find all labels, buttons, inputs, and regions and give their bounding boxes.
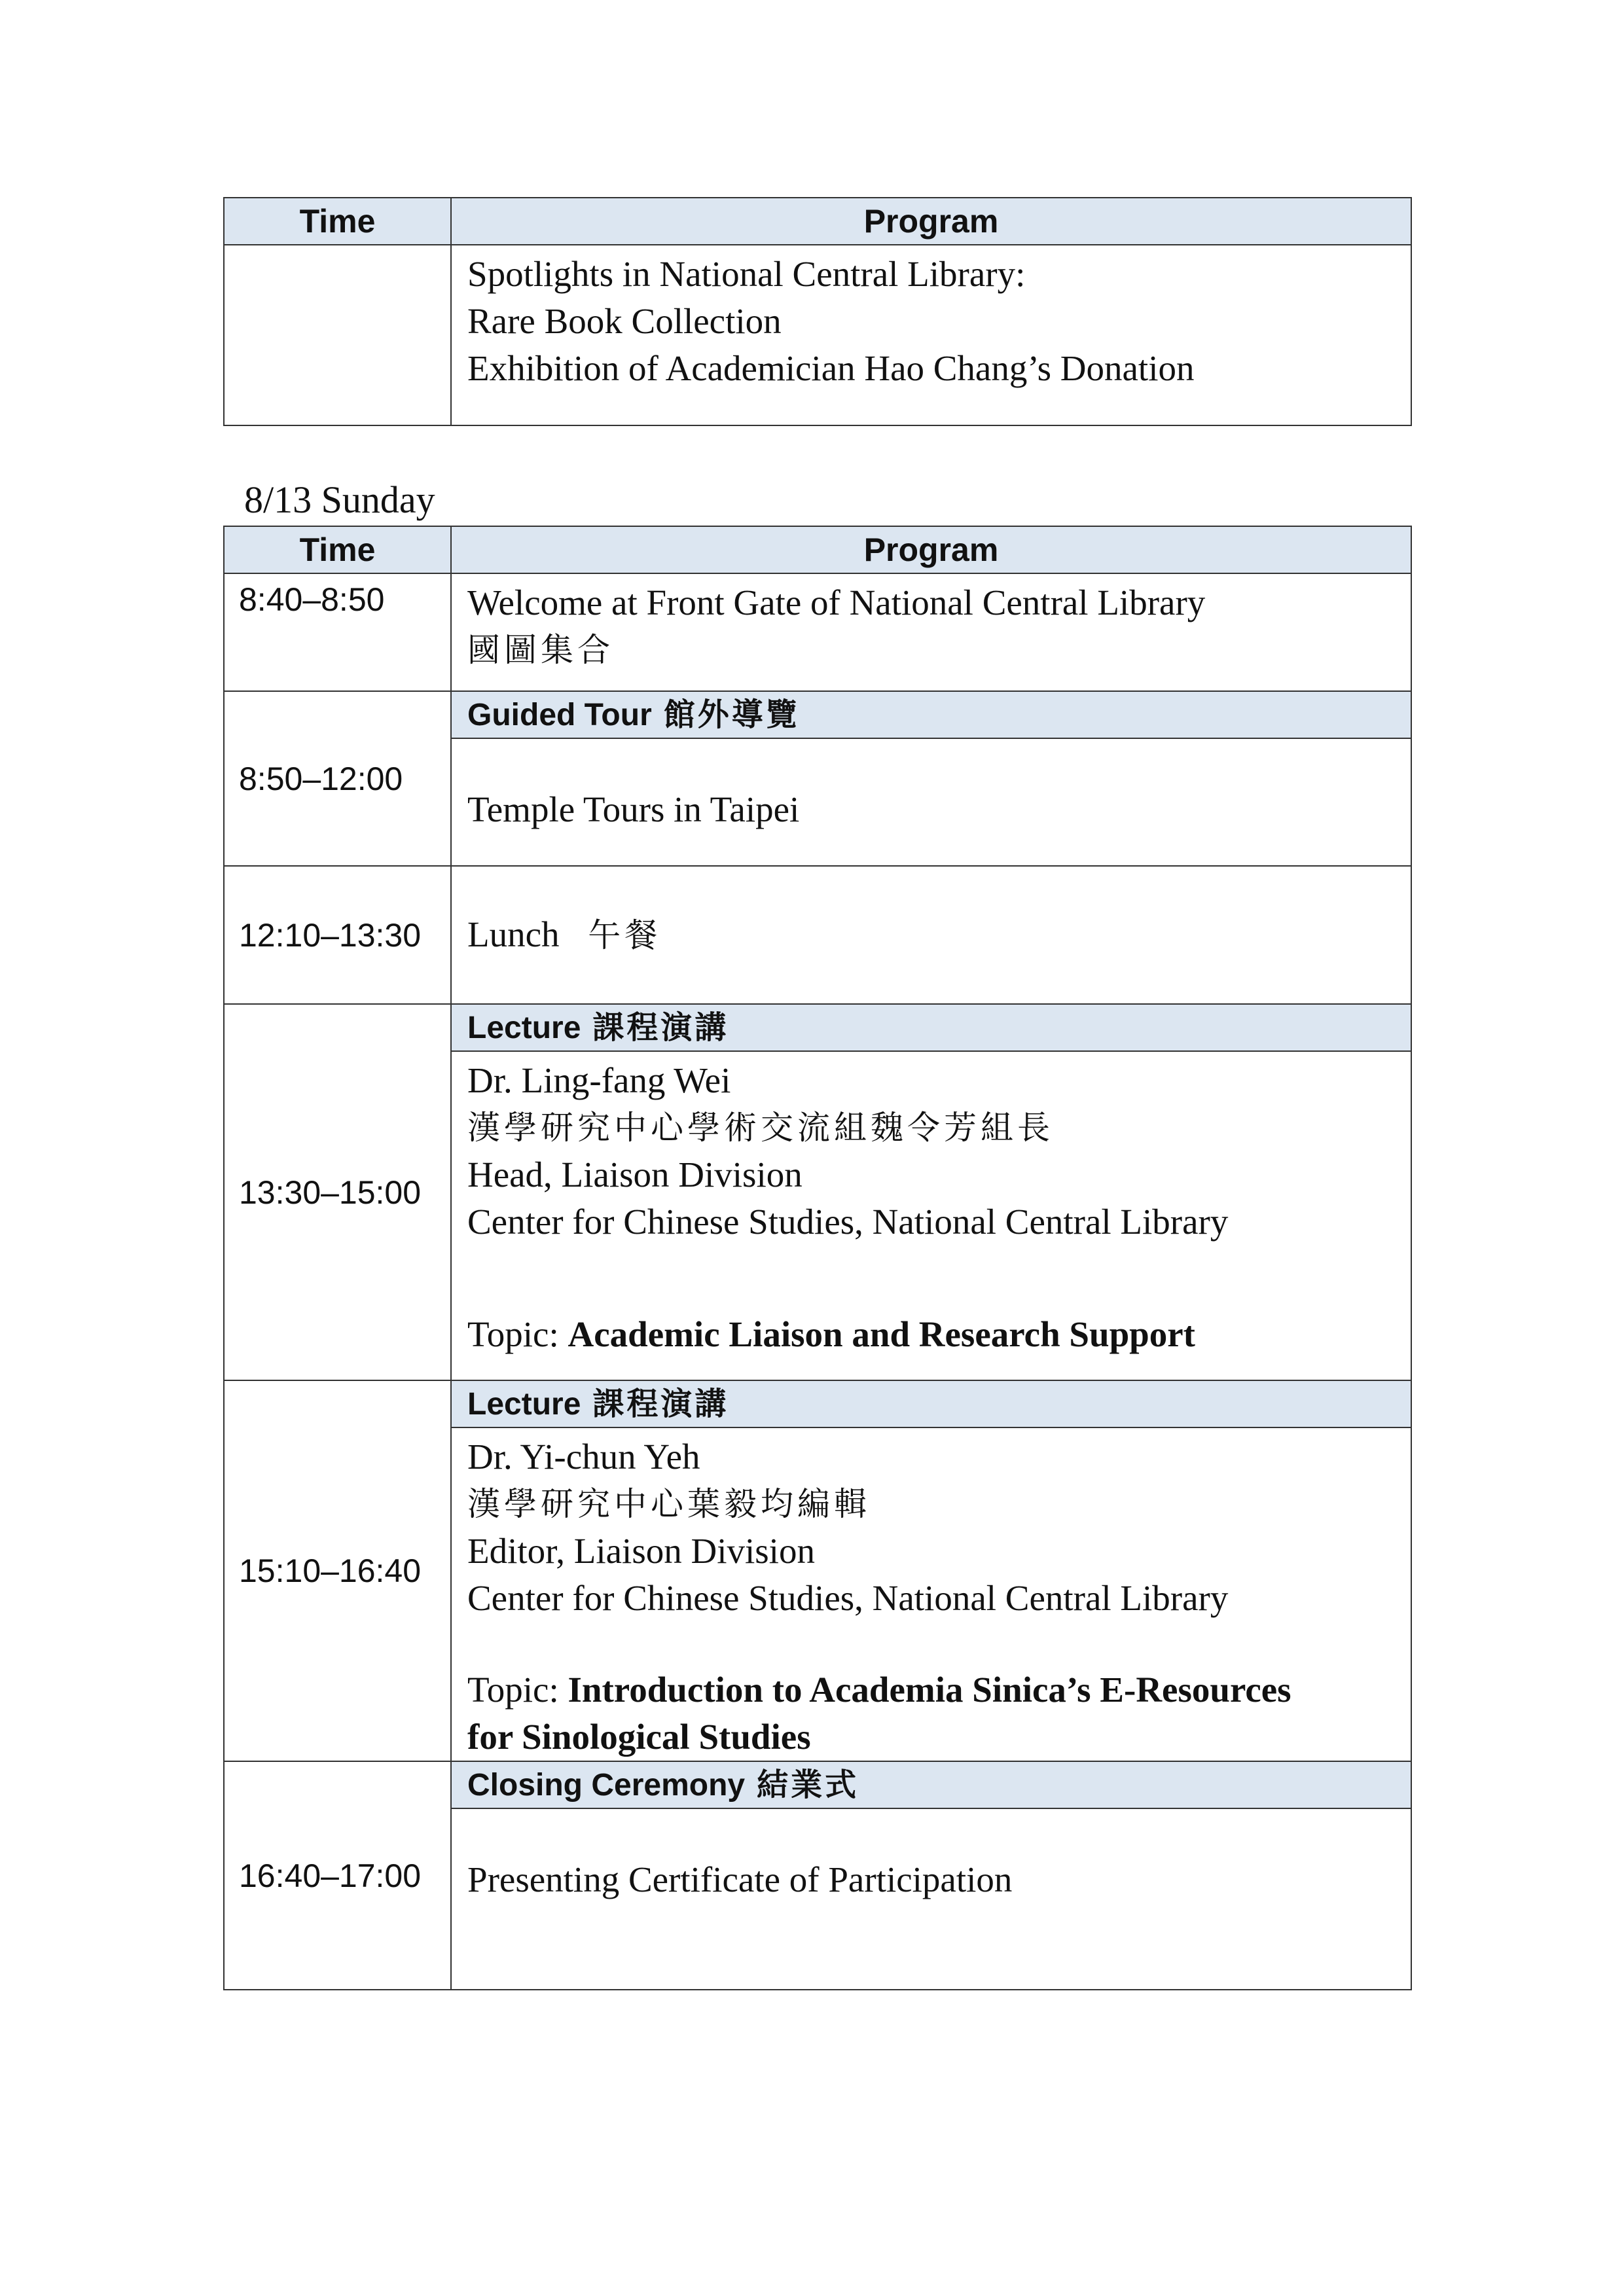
session-body — [452, 739, 1411, 833]
program-line: Spotlights in National Central Library: — [467, 254, 1026, 294]
table-header-row — [224, 526, 1411, 573]
program-cell — [451, 573, 1411, 691]
table-row — [224, 1380, 1411, 1761]
program-cell — [451, 1761, 1411, 1990]
program-cell — [451, 245, 1411, 425]
time-cell: 13:30–15:00 — [224, 1004, 451, 1380]
topic-line — [467, 1666, 1395, 1713]
time-cell — [224, 245, 451, 425]
speaker-org: Center for Chinese Studies, National Central Library — [467, 1578, 1229, 1618]
time-cell: 15:10–16:40 — [224, 1380, 451, 1761]
topic-label: Topic: — [467, 1314, 559, 1354]
program-cell — [451, 691, 1411, 866]
program-line: Rare Book Collection — [467, 301, 782, 341]
session-heading — [452, 692, 1411, 739]
speaker-role: Head, Liaison Division — [467, 1155, 803, 1194]
header-time: Time — [224, 198, 451, 245]
session-heading-en: Guided Tour — [467, 698, 652, 732]
time-cell: 8:40–8:50 — [224, 573, 451, 691]
schedule-table-sunday — [223, 526, 1412, 1990]
table-row — [224, 1004, 1411, 1380]
header-program: Program — [451, 198, 1411, 245]
session-heading-en: Lecture — [467, 1011, 581, 1045]
program-cell — [451, 1004, 1411, 1380]
session-body — [452, 1052, 1411, 1358]
session-heading-zh: 館外導覽 — [663, 696, 800, 733]
topic-title: Academic Liaison and Research Support — [568, 1314, 1195, 1354]
topic-title-cont: for Sinological Studies — [467, 1717, 811, 1757]
program-line: Exhibition of Academician Hao Chang’s Donation — [467, 348, 1195, 388]
session-heading — [452, 1762, 1411, 1809]
time-cell: 16:40–17:00 — [224, 1761, 451, 1990]
program-line-zh: 國圖集合 — [467, 631, 614, 669]
speaker-name: Dr. Ling-fang Wei — [467, 1060, 731, 1100]
program-line: Presenting Certificate of Participation — [467, 1859, 1013, 1899]
speaker-role: Editor, Liaison Division — [467, 1531, 815, 1571]
speaker-org: Center for Chinese Studies, National Central Library — [467, 1202, 1229, 1242]
session-heading-zh: 結業式 — [757, 1767, 859, 1803]
program-cell — [451, 1380, 1411, 1761]
table-row — [224, 573, 1411, 691]
table-header-row — [224, 198, 1411, 245]
topic-label: Topic: — [467, 1670, 559, 1710]
session-body — [452, 1428, 1411, 1761]
program-line-zh: 午餐 — [588, 916, 662, 954]
session-heading — [452, 1381, 1411, 1428]
schedule-table-continued — [223, 197, 1412, 426]
program-line: Welcome at Front Gate of National Central Library — [467, 583, 1206, 622]
header-program: Program — [451, 526, 1411, 573]
speaker-name-zh: 漢學研究中心葉毅均編輯 — [467, 1485, 871, 1523]
session-heading-en: Lecture — [467, 1387, 581, 1422]
session-body — [452, 1809, 1411, 1903]
time-cell: 8:50–12:00 — [224, 691, 451, 866]
speaker-name-zh: 漢學研究中心學術交流組魏令芳組長 — [467, 1109, 1054, 1147]
day-label: 8/13 Sunday — [244, 478, 435, 521]
session-heading-en: Closing Ceremony — [467, 1768, 746, 1803]
table-row — [224, 245, 1411, 425]
topic-line — [467, 1311, 1395, 1358]
table-row — [224, 691, 1411, 866]
session-heading — [452, 1005, 1411, 1052]
header-time: Time — [224, 526, 451, 573]
session-heading-zh: 課程演講 — [592, 1386, 729, 1422]
program-line: Lunch — [467, 914, 560, 954]
session-heading-zh: 課程演講 — [592, 1009, 729, 1046]
program-cell — [451, 866, 1411, 1004]
table-row — [224, 1761, 1411, 1990]
time-cell: 12:10–13:30 — [224, 866, 451, 1004]
speaker-name: Dr. Yi-chun Yeh — [467, 1437, 700, 1477]
topic-title: Introduction to Academia Sinica’s E-Resources — [568, 1670, 1291, 1710]
table-row — [224, 866, 1411, 1004]
program-line: Temple Tours in Taipei — [467, 789, 800, 829]
